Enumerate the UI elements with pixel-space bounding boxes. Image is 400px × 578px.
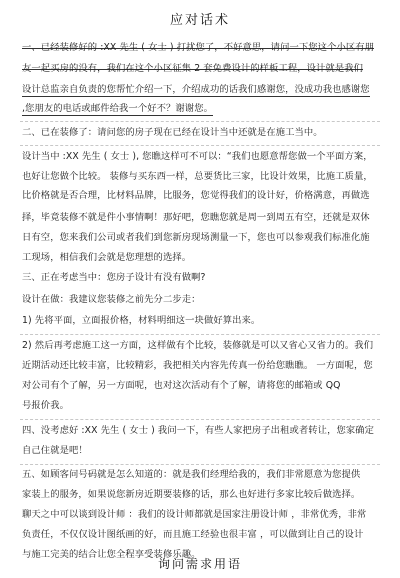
section-6-line-4: 负责任，不仅仅设计图纸画的好，而且施工经验也很丰富 ，可以做到让自己的设计: [22, 529, 364, 540]
section-1-line-2: 友一起买房的没有，我们在这个小区征集 2 套免费设计的样板工程，设计就是我们: [22, 63, 364, 74]
section-3-line-8: 设计在做：我建议您装修之前先分二步走：: [22, 294, 201, 305]
section-4-line-4: 号报价我。: [22, 400, 69, 411]
section-2-line-1: 二、已在装修了：请问您的房子现在已经在设计当中还就是在施工当中。: [22, 127, 323, 138]
section-6-line-1: 五、如顾客问号码就是怎么知道的：就是我们经理给我的，我们非常愿意为您提供: [22, 469, 361, 480]
section-5-line-2: 自己住就是吧！: [22, 445, 88, 456]
section-3-line-2: 也好让您做个比较。 装修与买东西一样，总要货比三家，比设计效果，比施工质量，: [22, 171, 373, 182]
section-divider: [20, 334, 380, 335]
section-3-line-5: 日有空，您来我们公司或者我们到您新房现场测量一下，您也可以参观我们标准化施: [22, 232, 370, 243]
footer-heading: 询问需求用语: [157, 557, 242, 571]
section-divider: [20, 464, 380, 465]
section-1-line-4: ,您朋友的电话或邮件给我一个好不？谢谢您。: [22, 103, 213, 114]
section-3-line-9: 1) 先将平面，立面报价格，材料明细这一块做好算出来。: [22, 315, 261, 326]
section-6-line-5: 与施工完美的结合让您全程享受装修乐趣。: [22, 549, 201, 560]
section-1-line-3: 设计总监亲自负责的您帮忙介绍一下，介绍成功的话我们感谢您，没成功我也感谢您: [22, 84, 370, 95]
section-4-line-1: 2) 然后再考虑施工这一方面，这样做有个比较，装修就是可以又省心又省力的。我们: [22, 340, 374, 351]
section-divider: [20, 419, 380, 420]
section-3-line-7: 三、正在考虑当中：您房子设计有没有做啊?: [22, 272, 206, 283]
section-6-line-3: 聊天之中可以谈到设计师 ：我们的设计师都就是国家注册设计师 ，非常优秀，非常: [22, 509, 367, 520]
section-divider: [20, 145, 380, 146]
section-4-line-3: 对公司有个了解，另一方面呢，也对这次活动有个了解，请将您的邮箱或 QQ: [22, 380, 341, 391]
section-3-line-1: 设计当中 :XX 先生 ( 女士 ), 您瞧这样可不可以：“我们也愿意帮您做一个平面方案，: [22, 151, 373, 162]
section-6-line-2: 家装上的服务，如果说您新房近期要装修的话，那么也好进行多家比较后做选择。: [22, 489, 361, 500]
section-1-line-1: 一、已经装修好的 :XX 先生 ( 女士 ) 打扰您了，不好意思，请问一下您这个小区有朋: [22, 42, 375, 53]
section-3-line-3: 比价格就是否合理，比材料品牌，比服务，您觉得我们的设计好，价格满意，再做选: [22, 190, 370, 201]
page-title: 应对话术: [169, 13, 230, 28]
section-3-line-4: 择，毕竟装修不就是件小事情啊！那好吧，您瞧您就是周一到周五有空，还就是双休: [22, 212, 370, 223]
section-4-line-2: 近期活动还比较丰富，比较精彩，我把相关内容先传真一份给您瞧瞧。 一方面呢，您: [22, 360, 373, 371]
section-3-line-6: 工现场，相信我们会就是您理想的选择。: [22, 252, 192, 263]
section-divider: [20, 121, 380, 122]
section-5-line-1: 四、没考虑好 :XX 先生 ( 女士 ) 我问一下，有些人家把房子出租或者转让，您家确定: [22, 425, 375, 436]
